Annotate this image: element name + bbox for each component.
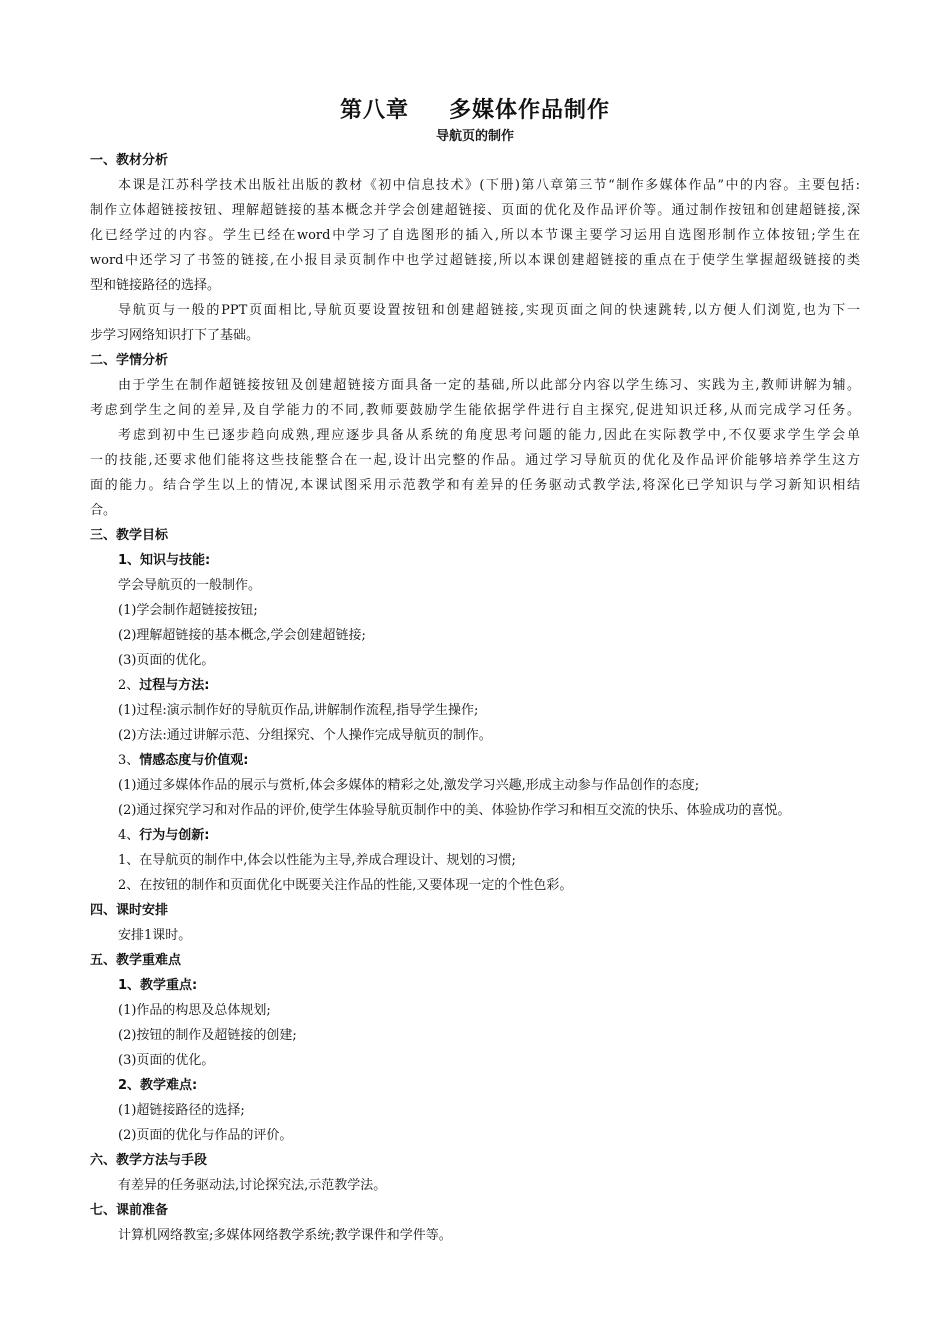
list-item: (2)页面的优化与作品的评价。: [118, 1128, 293, 1143]
list-item: (2)通过探究学习和对作品的评价,使学生体验导航页制作中的美、体验协作学习和相互交流的快乐、体验成功的喜悦。: [118, 803, 791, 818]
section-heading: 二、学情分析: [90, 353, 169, 368]
list-item: (3)页面的优化。: [118, 653, 215, 668]
subsection-heading: 4、行为与创新:: [118, 828, 210, 843]
list-item: (2)按钮的制作及超链接的创建;: [118, 1028, 297, 1043]
list-item: 学会导航页的一般制作。: [118, 578, 262, 593]
subsection-heading: 2、过程与方法:: [118, 678, 210, 693]
list-item: (3)页面的优化。: [118, 1053, 215, 1068]
subsection-heading: 2、教学难点:: [118, 1078, 198, 1093]
page-title: [0, 96, 950, 126]
list-item: (1)超链接路径的选择;: [118, 1103, 245, 1118]
subsection-heading: 1、知识与技能:: [118, 553, 211, 568]
section-heading: 七、课前准备: [90, 1203, 169, 1218]
section-heading: 六、教学方法与手段: [90, 1153, 208, 1168]
chapter-name: 多媒体作品制作: [449, 98, 611, 123]
paragraph-line: 考虑到初中生已逐步趋向成熟,理应逐步具备从系统的角度思考问题的能力,因此在实际教学中,不仅要求学生学会单: [118, 428, 860, 443]
section-heading: 五、教学重难点: [90, 953, 182, 968]
list-item: (1)通过多媒体作品的展示与赏析,体会多媒体的精彩之处,激发学习兴趣,形成主动参与作品创作的态度;: [118, 778, 700, 793]
chapter-number: 第八章: [339, 98, 409, 123]
subsection-heading: 1、教学重点:: [118, 978, 198, 993]
list-item: (2)理解超链接的基本概念,学会创建超链接;: [118, 628, 366, 643]
page-subtitle: 导航页的制作: [435, 129, 514, 144]
paragraph-line: 有差异的任务驱动法,讨论探究法,示范教学法。: [118, 1178, 387, 1193]
section-heading: 三、教学目标: [90, 528, 169, 543]
list-item: 1、在导航页的制作中,体会以性能为主导,养成合理设计、规划的习惯;: [118, 853, 516, 868]
list-item: (1)学会制作超链接按钮;: [118, 603, 258, 618]
list-item: (1)过程:演示制作好的导航页作品,讲解制作流程,指导学生操作;: [118, 703, 479, 718]
paragraph-line: 化已经学过的内容。学生已经在word中学习了自选图形的插入,所以本节课主要学习运用自选图形制作立体按钮;学生在: [90, 228, 860, 243]
paragraph-line: 由于学生在制作超链接按钮及创建超链接方面具备一定的基础,所以此部分内容以学生练习、实践为主,教师讲解为辅。: [118, 378, 860, 393]
paragraph-line: 安排1课时。: [118, 928, 192, 943]
paragraph-line: 计算机网络教室;多媒体网络教学系统;教学课件和学件等。: [118, 1228, 452, 1243]
paragraph-line: 导航页与一般的PPT页面相比,导航页要设置按钮和创建超链接,实现页面之间的快速跳转,以方便人们浏览,也为下一: [118, 303, 860, 318]
section-heading: 一、教材分析: [90, 153, 169, 168]
paragraph-line: 制作立体超链接按钮、理解超链接的基本概念并学会创建超链接、页面的优化及作品评价等。通过制作按钮和创建超链接,深: [90, 203, 860, 218]
paragraph-line: 面的能力。结合学生以上的情况,本课试图采用示范教学和有差异的任务驱动式教学法,将深化已学知识与学习新知识相结: [90, 478, 860, 493]
paragraph-line: 一的技能,还要求他们能将这些技能整合在一起,设计出完整的作品。通过学习导航页的优化及作品评价能够培养学生这方: [90, 453, 860, 468]
list-item: (2)方法:通过讲解示范、分组探究、个人操作完成导航页的制作。: [118, 728, 492, 743]
paragraph-line: 型和链接路径的选择。: [90, 278, 221, 293]
paragraph-line: word中还学习了书签的链接,在小报目录页制作中也学过超链接,所以本课创建超链接的重点在于使学生掌握超级链接的类: [90, 253, 860, 268]
paragraph-line: 合。: [90, 503, 117, 518]
paragraph-line: 本课是江苏科学技术出版社出版的教材《初中信息技术》(下册)第八章第三节“制作多媒体作品”中的内容。主要包括:: [118, 178, 860, 193]
list-item: (1)作品的构思及总体规划;: [118, 1003, 271, 1018]
paragraph-line: 步学习网络知识打下了基础。: [90, 328, 260, 343]
section-heading: 四、课时安排: [90, 903, 169, 918]
list-item: 2、在按钮的制作和页面优化中既要关注作品的性能,又要体现一定的个性色彩。: [118, 878, 573, 893]
paragraph-line: 考虑到学生之间的差异,及自学能力的不同,教师要鼓励学生能依据学件进行自主探究,促进知识迁移,从而完成学习任务。: [90, 403, 860, 418]
subsection-heading: 3、情感态度与价值观:: [118, 753, 249, 768]
